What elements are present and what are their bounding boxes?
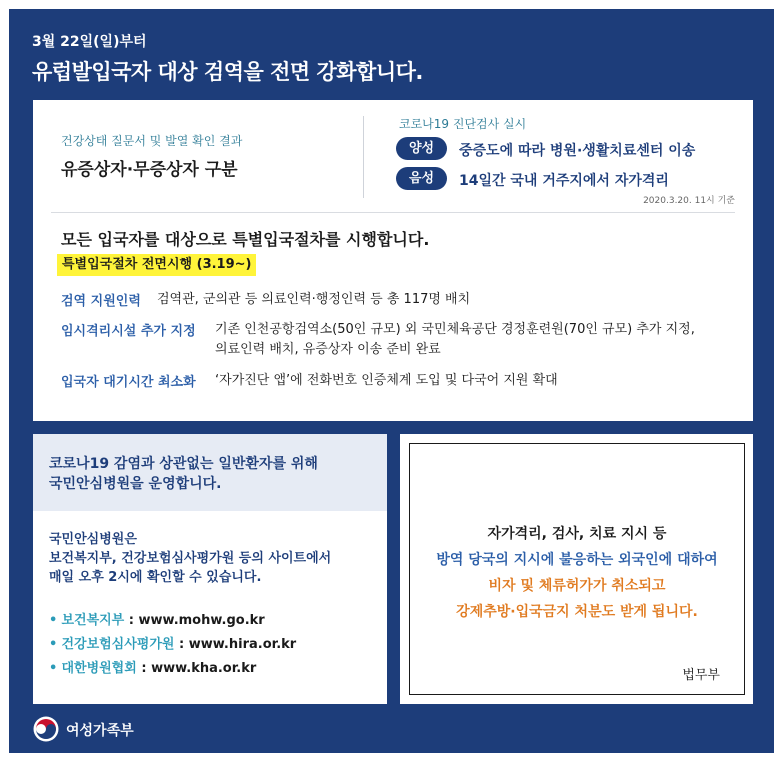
row-text-facility-line1: 기존 인천공항검역소(50인 규모) 외 국민체육공단 경정훈련원(70인 규모) 추가 지정, — [215, 322, 695, 337]
site-item-kha — [49, 660, 256, 678]
positive-badge: 양성 — [396, 137, 447, 160]
site-org: 건강보험심사평가원 — [61, 637, 175, 652]
bullet-icon: • — [49, 637, 58, 652]
notice-line4: 강제추방·입국금지 처분도 받게 됩니다. — [456, 604, 698, 620]
foreigner-notice-panel — [400, 434, 753, 704]
site-org: 대한병원협회 — [61, 661, 137, 676]
horizontal-divider — [51, 212, 735, 213]
safe-hospital-heading — [49, 454, 318, 494]
row-text-staff: 검역관, 군의관 등 의료인력·행정인력 등 총 117명 배치 — [157, 292, 471, 307]
row-text-wait: ‘자가진단 앱’에 전화번호 인증체계 도입 및 다국어 지원 확대 — [215, 373, 558, 388]
row-label-wait: 입국자 대기시간 최소화 — [61, 375, 196, 390]
notice-box — [409, 443, 745, 695]
row-label-staff: 검역 지원인력 — [61, 294, 141, 309]
site-item-hira — [49, 636, 296, 654]
bullet-icon: • — [49, 613, 58, 628]
highlight-badge: 특별입국절차 전면시행 (3.19~) — [57, 254, 256, 276]
description-line1: 국민안심병원은 — [49, 532, 137, 547]
main-statement: 모든 입국자를 대상으로 특별입국절차를 시행합니다. — [61, 230, 430, 249]
ministry-signature: 법무부 — [682, 668, 720, 683]
site-url[interactable]: : www.hira.or.kr — [174, 637, 297, 652]
symptom-classification-title: 유증상자·무증상자 구분 — [61, 160, 238, 180]
site-item-mohw — [49, 612, 265, 630]
site-url[interactable]: : www.mohw.go.kr — [124, 613, 265, 628]
effective-date: 3월 22일(일)부터 — [32, 34, 147, 50]
safe-hospital-description — [49, 530, 331, 587]
row-label-facility: 임시격리시설 추가 지정 — [61, 324, 196, 339]
site-org: 보건복지부 — [61, 613, 125, 628]
vertical-divider — [363, 116, 364, 198]
site-url[interactable]: : www.kha.or.kr — [136, 661, 257, 676]
heading-line1: 코로나19 감염과 상관없는 일반환자를 위해 — [49, 456, 318, 472]
safe-hospital-panel — [33, 434, 387, 704]
negative-badge: 음성 — [396, 167, 447, 190]
reference-date: 2020.3.20. 11시 기준 — [643, 196, 735, 206]
quarantine-procedure-panel — [33, 100, 753, 421]
screening-subtitle: 건강상태 질문서 및 발열 확인 결과 — [61, 134, 243, 148]
taegeuk-logo-icon — [33, 716, 59, 742]
notice-line1: 자가격리, 검사, 치료 지시 등 — [487, 526, 667, 542]
ministry-logo-text: 여성가족부 — [66, 723, 134, 739]
row-text-facility-line2: 의료인력 배치, 유증상자 이송 준비 완료 — [215, 342, 441, 357]
test-subtitle: 코로나19 진단검사 실시 — [399, 117, 527, 131]
page-title: 유럽발입국자 대상 검역을 전면 강화합니다. — [32, 60, 423, 84]
safe-hospital-header — [33, 434, 387, 511]
notice-line2: 방역 당국의 지시에 불응하는 외국인에 대하여 — [436, 552, 718, 568]
description-line2: 보건복지부, 건강보험심사평가원 등의 사이트에서 — [49, 551, 332, 566]
negative-result-text: 14일간 국내 거주지에서 자가격리 — [459, 173, 669, 189]
description-line3: 매일 오후 2시에 확인할 수 있습니다. — [49, 570, 262, 585]
bullet-icon: • — [49, 661, 58, 676]
heading-line2: 국민안심병원을 운영합니다. — [49, 476, 222, 492]
notice-line3: 비자 및 체류허가가 취소되고 — [488, 578, 666, 594]
positive-result-text: 중증도에 따라 병원·생활치료센터 이송 — [459, 143, 696, 159]
